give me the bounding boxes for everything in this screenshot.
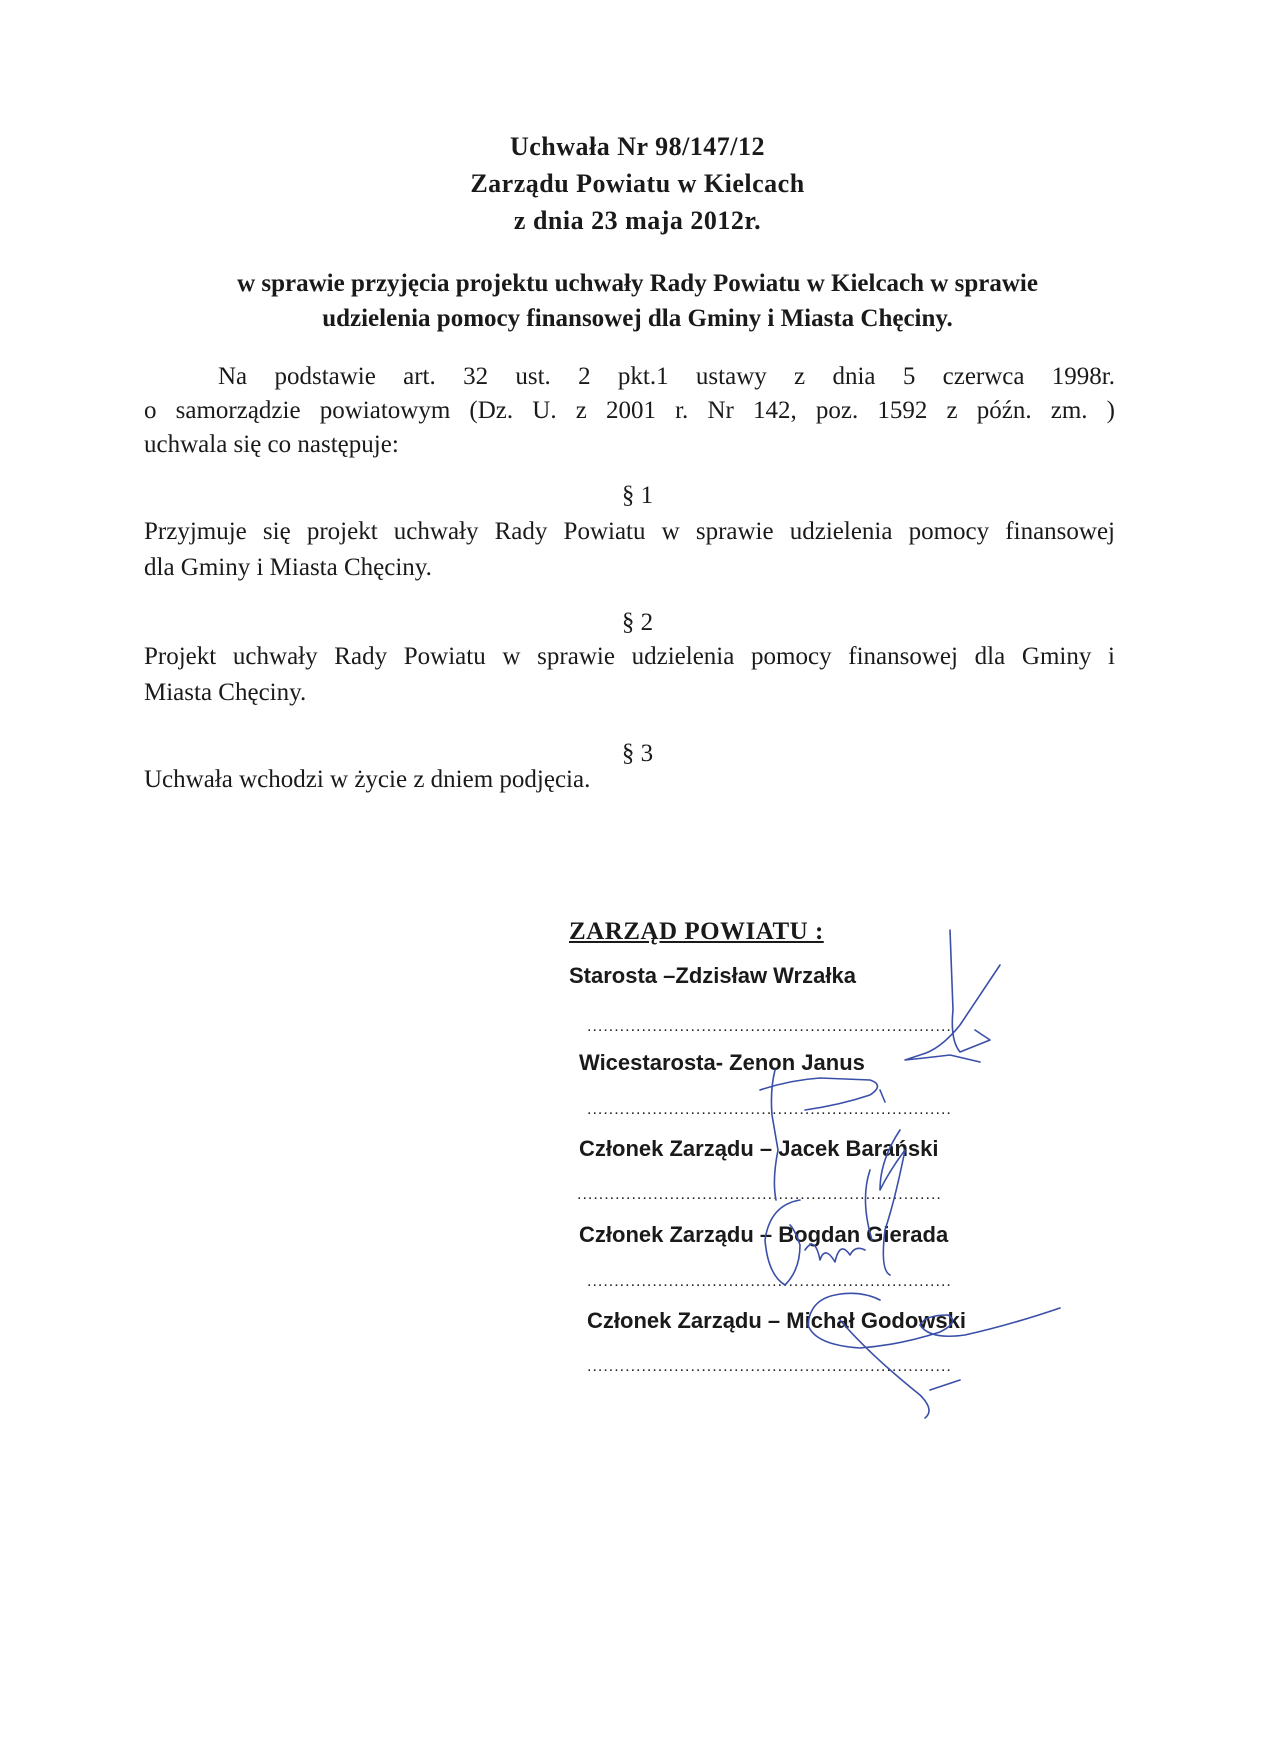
subject-line-1: w sprawie przyjęcia projektu uchwały Rady Powiatu w Kielcach w sprawie [237,270,1038,297]
member-jacek-baranski: Członek Zarządu – Jacek Barański [579,1136,939,1161]
section-1-text [144,514,1115,586]
member-michal-godowski: Członek Zarządu – Michał Godowski [587,1308,966,1333]
member-starosta: Starosta –Zdzisław Wrzałka [569,963,856,988]
section-3-sign: § 3 [621,740,654,767]
preamble-line-2: o samorządzie powiatowym (Dz. U. z 2001 r. Nr 142, poz. 1592 z późn. zm. ) [144,397,1115,424]
signature-wicestarosta [760,1070,885,1200]
subject-line-2: udzielenia pomocy finansowej dla Gminy i Miasta Chęciny. [322,305,953,332]
section-2-text [144,639,1115,711]
signature-line-wicestarosta: ................................................................... [587,1101,952,1118]
signature-line-gierada: ................................................................... [587,1273,952,1290]
resolution-subject [150,266,1125,336]
signature-line-baranski: ................................................................... [577,1186,942,1203]
member-wicestarosta: Wicestarosta- Zenon Janus [579,1050,865,1075]
section-3-text [144,762,1115,798]
signature-starosta [905,930,1000,1062]
legal-basis-preamble [144,360,1115,462]
preamble-line-3: uchwala się co następuje: [144,431,399,458]
section-1-line-2: dla Gminy i Miasta Chęciny. [144,554,432,581]
section-1-line-1: Przyjmuje się projekt uchwały Rady Powiatu w sprawie udzielenia pomocy finansowej [144,518,1115,545]
section-3-line-1: Uchwała wchodzi w życie z dniem podjęcia. [144,766,591,793]
resolution-date: z dnia 23 maja 2012r. [513,206,762,235]
preamble-line-1: Na podstawie art. 32 ust. 2 pkt.1 ustawy z dnia 5 czerwca 1998r. [218,363,1115,390]
signature-line-starosta: ................................................................... [587,1018,952,1035]
signature-line-godowski: ................................................................... [587,1358,952,1375]
section-2-line-1: Projekt uchwały Rady Powiatu w sprawie udzielenia pomocy finansowej dla Gminy i [144,643,1115,670]
issuing-body: Zarządu Powiatu w Kielcach [470,169,805,198]
resolution-title [0,128,1275,239]
board-heading: ZARZĄD POWIATU : [569,918,824,945]
section-1-sign: § 1 [621,482,654,509]
member-bogdan-gierada: Członek Zarządu – Bogdan Gierada [579,1222,949,1247]
section-2-sign: § 2 [621,609,654,636]
section-2-line-2: Miasta Chęciny. [144,679,307,706]
resolution-number: Uchwała Nr 98/147/12 [509,132,766,161]
